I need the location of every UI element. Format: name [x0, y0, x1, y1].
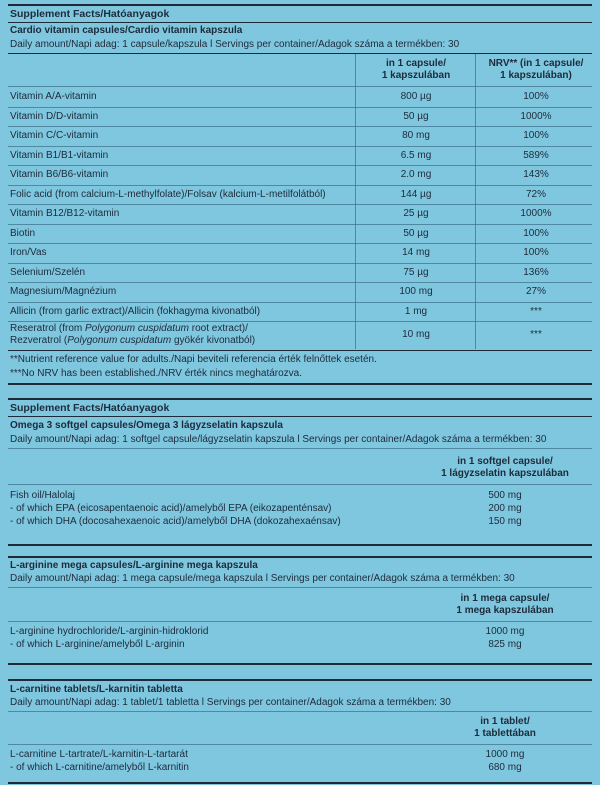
nutrient-nrv: 1000% — [520, 110, 552, 122]
section3-col-line1: in 1 mega capsule/ — [460, 593, 550, 604]
ingredient-name: - of which EPA (eicosapentaenoic acid)/amelyből EPA (eikozapenténsav) — [10, 503, 332, 514]
resveratrol-name-line1 — [10, 323, 248, 335]
section3-top-rule — [8, 556, 592, 558]
section2-daily-amount: Daily amount/Napi adag: 1 softgel capsule/lágyzselatin kapszula l Servings per container/Adagok száma a termékben: 30 — [10, 434, 547, 445]
resveratrol-nrv: *** — [530, 329, 542, 340]
nutrient-nrv: 100% — [523, 227, 549, 239]
section3-header-rule — [8, 621, 592, 622]
table-row-divider — [8, 302, 592, 303]
section1-col-amount-line1: in 1 capsule/ — [385, 58, 447, 69]
nutrient-name: Vitamin B12/B12-vitamin — [10, 208, 120, 219]
nutrient-amount: 6.5 mg — [400, 149, 432, 161]
nutrient-name: Vitamin A/A-vitamin — [10, 91, 97, 102]
nutrient-name: Vitamin B1/B1-vitamin — [10, 149, 109, 161]
section2-heading: Supplement Facts/Hatóanyagok — [10, 402, 170, 414]
nutrient-name: Allicin (from garlic extract)/Allicin (fokhagyma kivonatból) — [10, 305, 261, 317]
table-row-divider — [8, 243, 592, 244]
nutrient-amount: 14 mg — [402, 247, 430, 258]
nutrient-amount: 2.0 mg — [400, 169, 432, 180]
section2-top-rule — [8, 398, 592, 400]
section4-header-rule — [8, 744, 592, 745]
nutrient-nrv: 143% — [523, 169, 549, 180]
ingredient-amount: 1000 mg — [485, 626, 525, 637]
section4-daily-rule — [8, 711, 592, 712]
section1-col-nrv-line2: 1 kapszulában) — [500, 70, 572, 81]
section1-daily-amount: Daily amount/Napi adag: 1 capsule/kapszula l Servings per container/Adagok száma a termékben: 30 — [10, 39, 460, 50]
section4-end-rule — [8, 782, 592, 784]
section3-daily-rule — [8, 587, 592, 588]
section4-top-rule — [8, 679, 592, 681]
ingredient-amount: 825 mg — [488, 639, 522, 650]
table-row-divider — [8, 204, 592, 205]
footnote-no-nrv: ***No NRV has been established./NRV érték nincs meghatározva. — [10, 368, 303, 379]
section1-heading-rule — [8, 22, 592, 23]
section1-col-divider-1 — [355, 54, 356, 349]
footnote-nrv: **Nutrient reference value for adults./Napi beviteli referencia érték felnőttek esetén. — [10, 354, 377, 365]
ingredient-amount: 150 mg — [488, 516, 522, 527]
section1-col-amount-line2: 1 kapszulában — [381, 70, 451, 81]
section2-daily-rule — [8, 448, 592, 449]
ingredient-amount: 1000 mg — [485, 749, 525, 760]
section4-daily-amount: Daily amount/Napi adag: 1 tablet/1 tabletta l Servings per container/Adagok száma a termékben: 30 — [10, 697, 451, 708]
table-row-divider — [8, 321, 592, 322]
ingredient-name: Fish oil/Halolaj — [10, 490, 76, 501]
section3-col-header — [420, 593, 590, 617]
section1-header-rule — [8, 86, 592, 87]
table-row-divider — [8, 165, 592, 166]
table-row-divider — [8, 146, 592, 147]
nutrient-name: Vitamin C/C-vitamin — [10, 130, 99, 141]
section2-header-rule — [8, 484, 592, 485]
resveratrol-text-a: Reseratrol (from — [10, 323, 86, 334]
nutrient-name: Folic acid (from calcium-L-methylfolate)/Folsav (kalcium-L-metilfolátból) — [10, 188, 326, 200]
nutrient-nrv: 100% — [523, 130, 549, 141]
ingredient-name: L-arginine hydrochloride/L-arginin-hidroklorid — [10, 626, 209, 637]
nutrient-amount: 144 µg — [400, 188, 432, 200]
resveratrol-text-d: gyökér kivonatból) — [171, 335, 256, 346]
nutrient-nrv: 1000% — [520, 208, 552, 219]
resveratrol-species-hu: Polygonum cuspidatum — [67, 335, 172, 346]
nutrient-amount: 25 µg — [403, 208, 429, 219]
ingredient-name: L-carnitine L-tartrate/L-karnitin-L-tartarát — [10, 749, 188, 760]
section1-col-nrv-header — [477, 58, 595, 82]
ingredient-amount: 680 mg — [488, 762, 522, 773]
nutrient-amount: 1 mg — [404, 305, 428, 317]
section3-end-rule — [8, 663, 592, 665]
nutrient-nrv: 27% — [525, 286, 546, 297]
table-row-divider — [8, 282, 592, 283]
nutrient-amount: 50 µg — [403, 227, 429, 239]
table-row-divider — [8, 107, 592, 108]
section1-daily-rule — [8, 53, 592, 54]
resveratrol-name-line2 — [10, 335, 255, 347]
section2-col-line1: in 1 softgel capsule/ — [457, 456, 553, 467]
table-row-divider — [8, 185, 592, 186]
ingredient-amount: 200 mg — [488, 503, 522, 514]
nutrient-name: Selenium/Szelén — [10, 266, 86, 278]
section2-heading-rule — [8, 416, 592, 417]
ingredient-name: - of which L-carnitine/amelyből L-karnitin — [10, 762, 189, 773]
nutrient-nrv: 589% — [523, 149, 549, 161]
nutrient-name: Biotin — [10, 227, 36, 239]
section1-bottom-rule — [8, 350, 592, 351]
resveratrol-amount: 10 mg — [402, 329, 430, 340]
section4-product-name: L-carnitine tablets/L-karnitin tabletta — [10, 684, 183, 695]
ingredient-name: - of which L-arginine/amelyből L-arginin — [10, 639, 185, 650]
nutrient-amount: 800 µg — [400, 91, 432, 102]
nutrient-amount: 50 µg — [403, 110, 429, 122]
section2-col-line2: 1 lágyzselatin kapszulában — [441, 468, 569, 479]
nutrient-name: Iron/Vas — [10, 247, 47, 258]
nutrient-name: Vitamin D/D-vitamin — [10, 110, 99, 122]
ingredient-name: - of which DHA (docosahexaenoic acid)/amelyből DHA (dokozahexaénsav) — [10, 516, 341, 527]
section1-end-rule — [8, 383, 592, 385]
section1-heading: Supplement Facts/Hatóanyagok — [10, 8, 170, 20]
nutrient-name: Magnesium/Magnézium — [10, 286, 117, 297]
nutrient-nrv: 100% — [523, 247, 549, 258]
ingredient-amount: 500 mg — [488, 490, 522, 501]
resveratrol-text-b: root extract)/ — [188, 323, 248, 334]
resveratrol-text-c: Rezveratrol ( — [10, 335, 68, 346]
section1-col-amount-header — [357, 58, 475, 82]
resveratrol-species: Polygonum cuspidatum — [85, 323, 189, 334]
section1-product-name: Cardio vitamin capsules/Cardio vitamin kapszula — [10, 25, 243, 36]
section2-end-rule — [8, 544, 592, 546]
section4-col-line2: 1 tablettában — [474, 728, 536, 739]
section1-col-divider-2 — [475, 54, 476, 349]
nutrient-name: Vitamin B6/B6-vitamin — [10, 169, 109, 180]
section1-col-nrv-line1: NRV** (in 1 capsule/ — [488, 58, 584, 69]
section3-product-name: L-arginine mega capsules/L-arginine mega kapszula — [10, 560, 258, 571]
nutrient-nrv: *** — [530, 305, 542, 317]
nutrient-nrv: 100% — [523, 91, 549, 102]
table-row-divider — [8, 126, 592, 127]
nutrient-amount: 80 mg — [402, 130, 430, 141]
section1-top-rule — [8, 4, 592, 6]
section4-col-header — [420, 716, 590, 740]
section2-product-name: Omega 3 softgel capsules/Omega 3 lágyzselatin kapszula — [10, 420, 283, 431]
nutrient-amount: 100 mg — [399, 286, 433, 297]
nutrient-nrv: 136% — [523, 266, 549, 278]
section4-col-line1: in 1 tablet/ — [480, 716, 530, 727]
section3-daily-amount: Daily amount/Napi adag: 1 mega capsule/mega kapszula l Servings per container/Adagok száma a termékben: 30 — [10, 573, 515, 584]
nutrient-nrv: 72% — [525, 188, 546, 200]
nutrient-amount: 75 µg — [403, 266, 429, 278]
table-row-divider — [8, 224, 592, 225]
table-row-divider — [8, 263, 592, 264]
section3-col-line2: 1 mega kapszulában — [456, 605, 554, 616]
section2-col-header — [420, 456, 590, 480]
